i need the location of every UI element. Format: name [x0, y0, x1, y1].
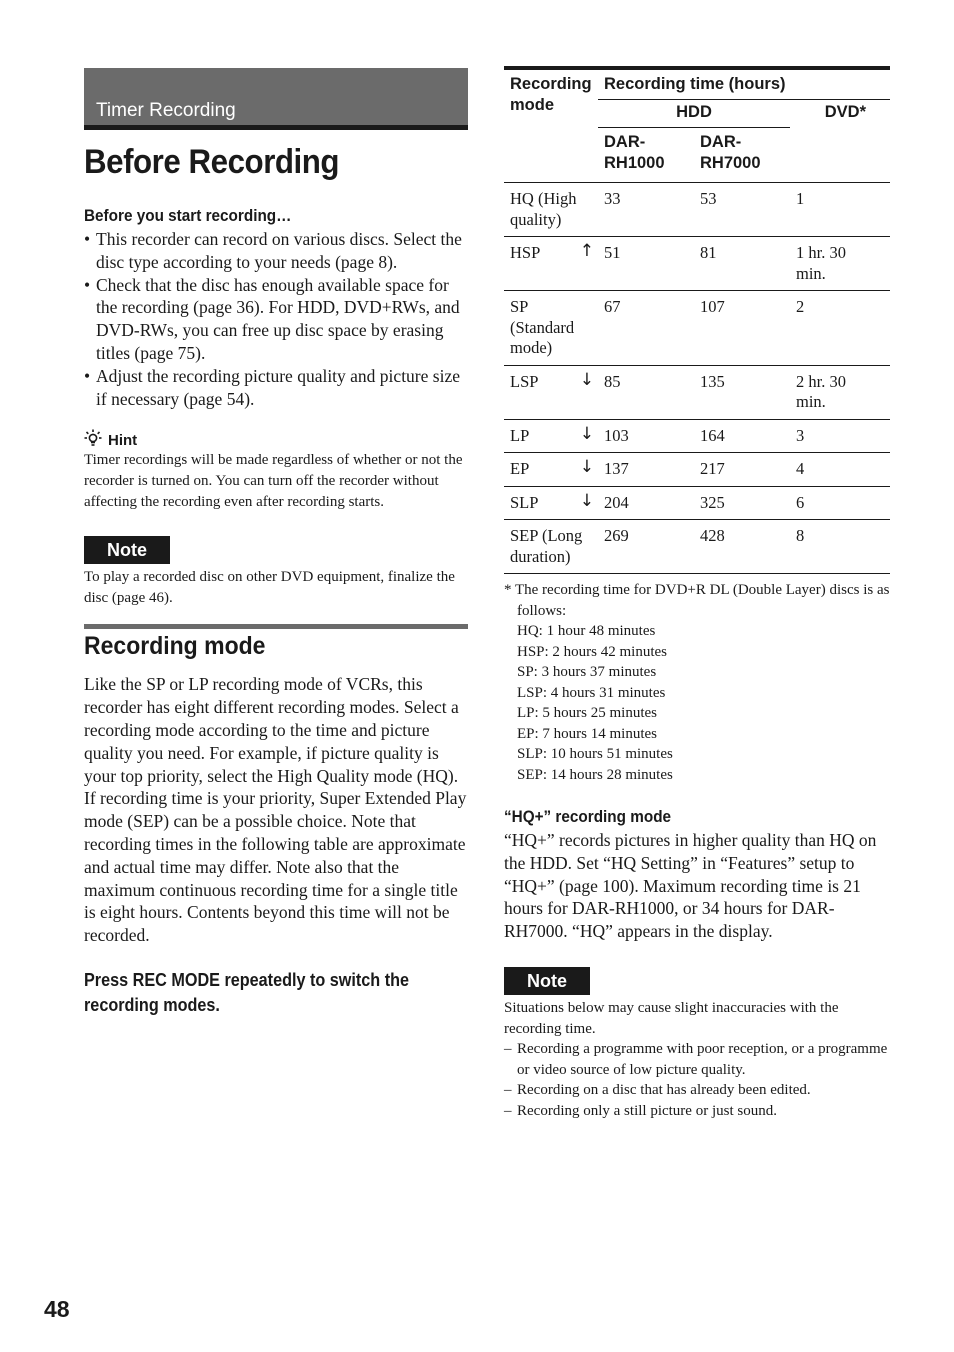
- rh1000-cell: [598, 419, 694, 453]
- recording-time-table: [504, 66, 890, 574]
- arrow-up-icon: ↑: [579, 241, 594, 261]
- lightbulb-icon: [84, 429, 102, 451]
- cell-text: 1: [796, 189, 805, 208]
- section-banner: Timer Recording: [84, 68, 468, 130]
- cell-text: 137: [604, 459, 629, 478]
- dvd-cell: [790, 291, 890, 366]
- footnote-list: [504, 621, 890, 785]
- footnote-line: SLP: 10 hours 51 minutes: [517, 746, 673, 762]
- cell-text: 269: [604, 526, 629, 545]
- cell-text: 81: [700, 243, 717, 262]
- note-text: To play a recorded disc on other DVD equipment, finalize the disc (page 46).: [84, 569, 455, 606]
- dvd-cell: [790, 419, 890, 453]
- note-text: Situations below may cause slight inaccuracies with the recording time.: [504, 999, 839, 1037]
- note-label: Note: [84, 536, 170, 564]
- rh1000-cell: [598, 291, 694, 366]
- footnote-line: SEP: 14 hours 28 minutes: [517, 766, 673, 783]
- table-header-row: [504, 68, 890, 100]
- list-item: – Recording a programme with poor reception, or a programme or video source of low picture quality.: [504, 1039, 890, 1080]
- note-label: Note: [504, 967, 590, 995]
- cell-text: SEP (Long duration): [510, 526, 583, 566]
- cell-text: SP (Standard mode): [510, 297, 575, 357]
- before-start-heading: Before you start recording…: [84, 206, 292, 225]
- cell-text: HQ (High quality): [510, 189, 577, 229]
- mode-cell: [504, 183, 598, 237]
- arrow-down-icon: ↓: [579, 490, 594, 511]
- column-header-time: Recording time (hours): [598, 68, 890, 100]
- rh7000-cell: [694, 453, 790, 487]
- right-column: [504, 66, 890, 1122]
- cell-text: 2: [796, 297, 805, 316]
- cell-text: 325: [700, 492, 725, 512]
- rh7000-cell: [694, 520, 790, 574]
- hqplus-heading: “HQ+” recording mode: [504, 807, 672, 826]
- cell-text: 33: [604, 189, 621, 208]
- cell-text: 8: [796, 526, 805, 545]
- dvd-cell: [790, 365, 890, 419]
- cell-text: HSP: [510, 243, 541, 262]
- cell-text: 204: [604, 492, 629, 512]
- column-header-dvd: DVD*: [824, 103, 866, 121]
- dvd-cell: [790, 183, 890, 237]
- cell-text: 85: [604, 371, 621, 391]
- list-item: – Recording only a still picture or just sound.: [504, 1101, 890, 1122]
- cell-text: 51: [604, 243, 621, 262]
- mode-cell: [504, 419, 598, 453]
- table-row: [504, 291, 890, 366]
- hint-header: [84, 430, 468, 450]
- rh7000-cell: [694, 291, 790, 366]
- cell-text: 217: [700, 459, 725, 478]
- footnote-line: LP: 5 hours 25 minutes: [517, 705, 658, 721]
- dvd-cell: [790, 237, 890, 291]
- cell-text: 2 hr. 30 min.: [796, 371, 846, 411]
- page-title: Before Recording: [84, 143, 340, 181]
- rh1000-cell: [598, 520, 694, 574]
- page-number: 48: [44, 1296, 70, 1322]
- footnote-line: EP: 7 hours 14 minutes: [517, 725, 658, 742]
- footnote-intro: * The recording time for DVD+R DL (Double Layer) discs is as follows:: [504, 582, 890, 619]
- table-row: [504, 520, 890, 574]
- cell-text: SLP: [510, 492, 539, 512]
- rh7000-cell: [694, 486, 790, 520]
- footnote-line: HSP: 2 hours 42 minutes: [517, 643, 668, 660]
- dvd-cell: [790, 453, 890, 487]
- cell-text: 1 hr. 30 min.: [796, 243, 846, 283]
- dvd-cell: [790, 520, 890, 574]
- section-divider: [84, 624, 468, 629]
- dvd-cell: [790, 486, 890, 520]
- footnote-line: LSP: 4 hours 31 minutes: [517, 684, 666, 701]
- rh1000-cell: [598, 183, 694, 237]
- rh7000-cell: [694, 183, 790, 237]
- before-start-list: [84, 228, 468, 410]
- cell-text: 67: [604, 297, 621, 316]
- instruction-step: Press REC MODE repeatedly to switch the recording modes.: [84, 969, 409, 1015]
- cell-text: 53: [700, 189, 717, 208]
- left-column: [84, 68, 468, 1018]
- hint-label: Hint: [108, 431, 138, 449]
- cell-text: 428: [700, 526, 725, 545]
- column-header-hdd: HDD: [598, 100, 790, 128]
- mode-cell: [504, 291, 598, 366]
- rh1000-cell: [598, 237, 694, 291]
- mode-cell: [504, 486, 598, 520]
- rh1000-cell: [598, 486, 694, 520]
- arrow-down-icon: ↓: [579, 369, 594, 390]
- table-row: [504, 419, 890, 453]
- cell-text: 107: [700, 297, 725, 316]
- cell-text: LSP: [510, 371, 539, 391]
- rh7000-cell: [694, 237, 790, 291]
- hint-text: Timer recordings will be made regardless of whether or not the recorder is turned on. You can turn off the recorder without affecting the recording even after recording starts.: [84, 452, 463, 510]
- cell-text: EP: [510, 459, 530, 478]
- recording-mode-heading: Recording mode: [84, 632, 266, 661]
- table-row: [504, 486, 890, 520]
- cell-text: 103: [604, 425, 629, 445]
- list-item: • Adjust the recording picture quality and picture size if necessary (page 54).: [84, 365, 468, 411]
- rh7000-cell: [694, 419, 790, 453]
- mode-cell: [504, 237, 598, 291]
- mode-cell: [504, 453, 598, 487]
- cell-text: 3: [796, 425, 805, 445]
- footnote-line: HQ: 1 hour 48 minutes: [517, 623, 656, 639]
- mode-cell: [504, 365, 598, 419]
- footnote-line: SP: 3 hours 37 minutes: [517, 664, 657, 680]
- cell-text: 4: [796, 459, 805, 478]
- table-body: [504, 183, 890, 574]
- cell-text: LP: [510, 425, 530, 445]
- cell-text: 164: [700, 425, 725, 445]
- recording-mode-body: Like the SP or LP recording mode of VCRs, this recorder has eight different recording modes. Select a recording mode according to the time and picture quality you need. For example, if picture quality is your top priority, select the High Quality mode (HQ). If recording time is your priority, Super Extended Play mode (SEP) can be a possible choice. Note that recording times in the following table are approximate and actual time may differ. Note also that the maximum continuous recording time for a single title is eight hours. Contents beyond this time will not be recorded.: [84, 674, 467, 946]
- table-row: [504, 365, 890, 419]
- rh1000-cell: [598, 365, 694, 419]
- note-list: [504, 1039, 890, 1121]
- table-row: [504, 183, 890, 237]
- cell-text: 6: [796, 492, 805, 512]
- hqplus-body: “HQ+” records pictures in higher quality than HQ on the HDD. Set “HQ Setting” in “Features” setup to “HQ+” (page 100). Maximum recording time is 21 hours for DAR-RH1000, or 34 hours for DAR-RH7000. “HQ” appears in the display.: [504, 830, 877, 942]
- arrow-down-icon: ↓: [579, 423, 594, 444]
- column-header-mode: Recording mode: [510, 75, 592, 114]
- arrow-down-icon: ↓: [579, 457, 594, 477]
- list-item: • Check that the disc has enough available space for the recording (page 36). For HDD, DVD+RWs, and DVD-RWs, you can free up disc space by erasing titles (page 75).: [84, 274, 468, 365]
- table-row: [504, 453, 890, 487]
- list-item: – Recording on a disc that has already been edited.: [504, 1080, 890, 1101]
- column-header-rh1000: DAR-RH1000: [604, 133, 665, 172]
- mode-cell: [504, 520, 598, 574]
- table-row: [504, 237, 890, 291]
- rh7000-cell: [694, 365, 790, 419]
- column-header-rh7000: DAR-RH7000: [700, 133, 761, 172]
- list-item: • This recorder can record on various discs. Select the disc type according to your needs (page 8).: [84, 228, 468, 274]
- cell-text: 135: [700, 371, 725, 391]
- rh1000-cell: [598, 453, 694, 487]
